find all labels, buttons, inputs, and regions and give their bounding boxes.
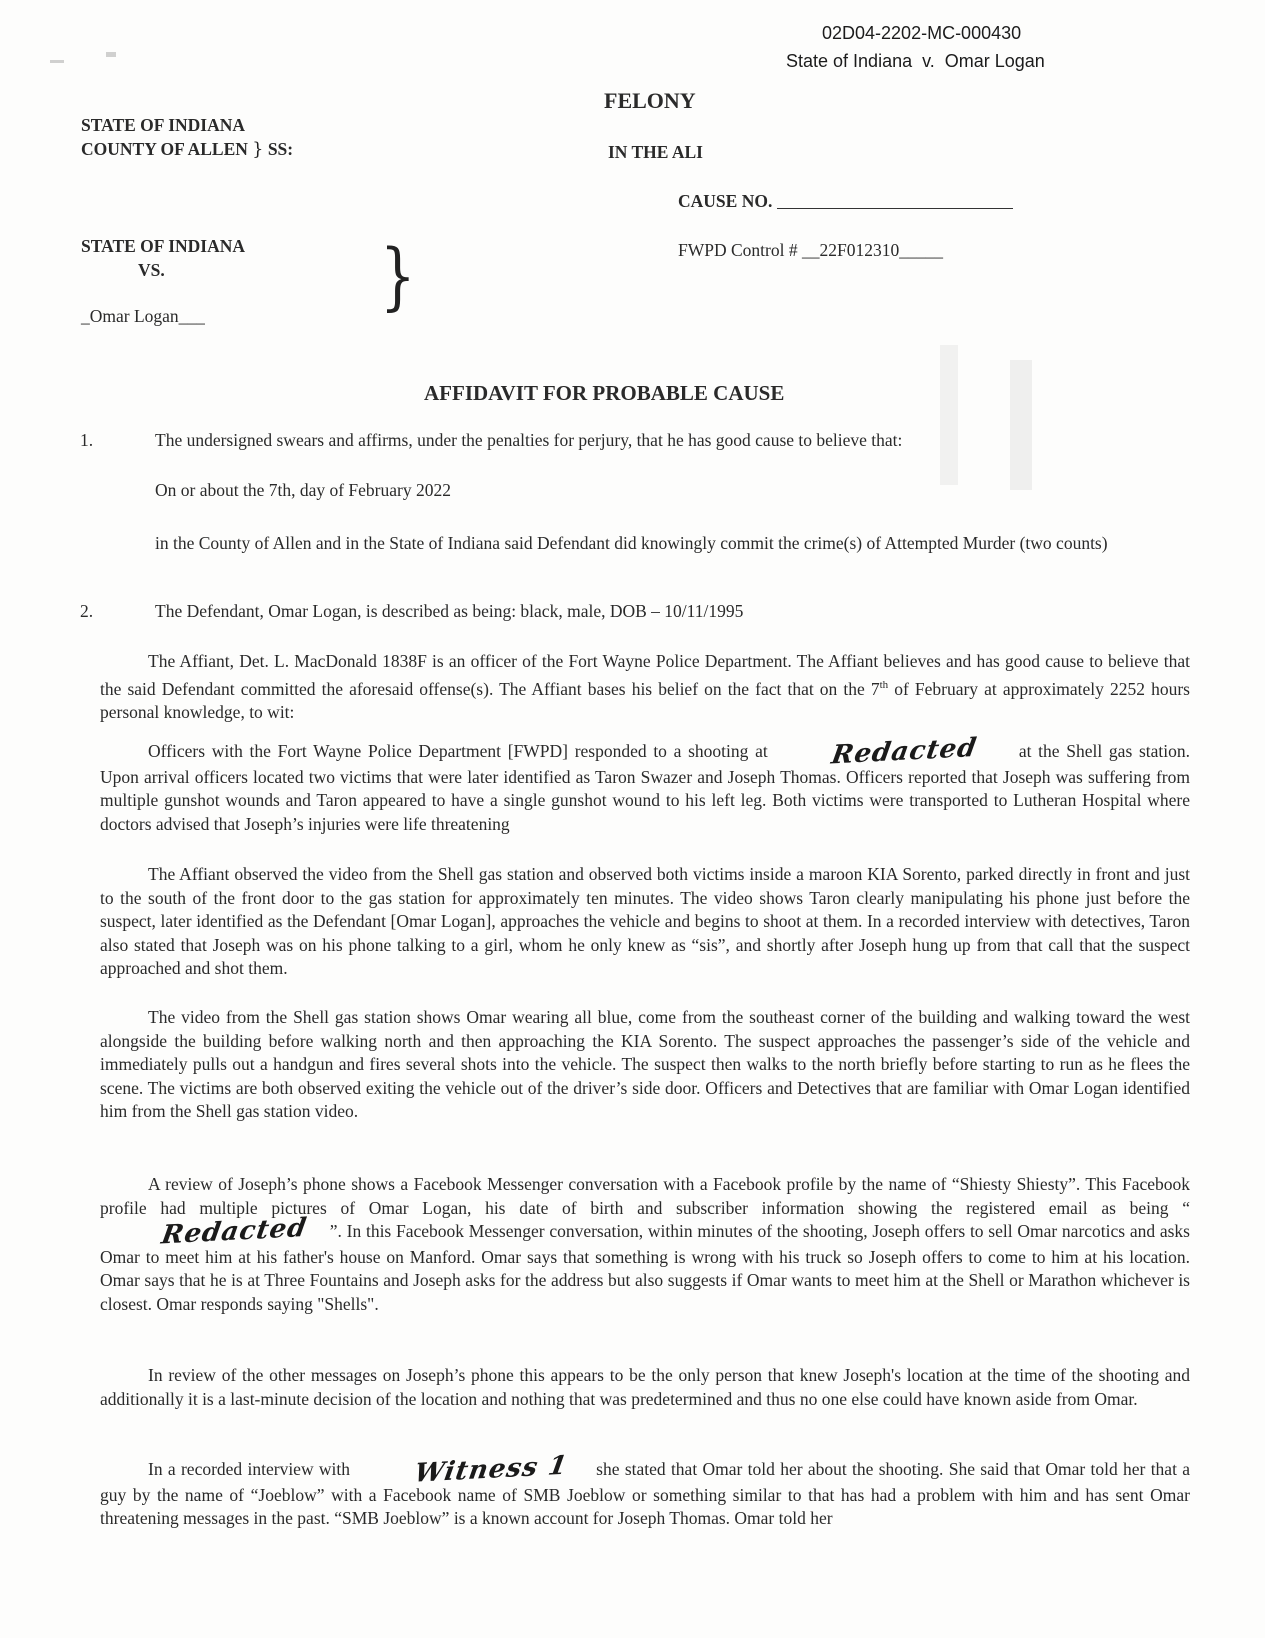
- felony-heading: FELONY: [604, 88, 696, 113]
- section-1-charge: in the County of Allen and in the State of Indiana said Defendant did knowingly commit the crime(s) of Attempted Murder (two counts): [155, 533, 1108, 553]
- ss-mark: SS:: [267, 139, 294, 159]
- scan-speck: [940, 345, 958, 485]
- witness-handwritten: Witness 1: [412, 1450, 571, 1489]
- witness-text-end: she stated that Omar told her about the shooting. She said that Omar told her that a guy by the name of “Joeblow” with a Facebook name of SMB Joeblow or something similar to that has had a problem with him and has sent Omar threatening messages in the past. “SMB Joeblow” is a known account for Joseph Thomas. Omar told her: [100, 1459, 1191, 1528]
- officers-text-start: Officers with the Fort Wayne Police Department [FWPD] responded to a shooting at: [148, 741, 768, 761]
- fwpd-control-number: FWPD Control # __22F012310_____: [678, 240, 943, 260]
- section-1-date: On or about the 7th, day of February 2022: [155, 480, 451, 500]
- scan-speck: [106, 52, 116, 57]
- caption-plaintiff: STATE OF INDIANA: [81, 236, 246, 256]
- cause-no-text: CAUSE NO.: [678, 191, 773, 211]
- video-paragraph-1: The Affiant observed the video from the Shell gas station and observed both victims inside a maroon KIA Sorento, parked directly in front and just to the south of the front door to the gas station for approximately ten minutes. The video shows Taron clearly manipulating his phone just before the suspect, later identified as the Defendant [Omar Logan], approaches the vehicle and begins to shoot at them. In a recorded interview with detectives, Taron also stated that Joseph was on his phone talking to a girl, whom he only knew as “sis”, and shortly after Joseph hung up from that call that the suspect approached and shot them.: [100, 864, 1190, 978]
- phone-text-start: A review of Joseph’s phone shows a Facebook Messenger conversation with a Facebook profile by the name of “Shiesty Shiesty”. This Facebook profile had multiple pictures of Omar Logan, his date of birth and subscriber information showing the registered email as being “: [100, 1174, 1190, 1218]
- county-brace: }: [252, 140, 264, 160]
- section-2-number: 2.: [80, 601, 94, 621]
- redaction-handwritten: Redacted: [159, 1213, 310, 1251]
- state-line: STATE OF INDIANA: [81, 115, 246, 135]
- county-text: COUNTY OF ALLEN: [81, 139, 248, 159]
- affiant-superscript: th: [879, 678, 889, 691]
- cause-no-line: [777, 190, 1013, 209]
- officers-text-end: at the Shell gas station. Upon arrival officers located two victims that were later identified as Taron Swazer and Joseph Thomas. Officers reported that Joseph was suffering from multiple gunshot wounds and Taron appeared to have a single gunshot wound to his left leg. Both victims were transported to Lutheran Hospital where doctors advised that Joseph’s injuries were life threatening: [100, 741, 1190, 834]
- cause-no-label: [678, 190, 1013, 212]
- scan-speck: [50, 60, 64, 63]
- messages-review-paragraph: In review of the other messages on Joseph’s phone this appears to be the only person that knew Joseph's location at the time of the shooting and additionally it is a last-minute decision of the location and nothing that was predetermined and thus no one else could have known aside from Omar.: [100, 1365, 1190, 1409]
- affiant-text-start: The Affiant, Det. L. MacDonald 1838F is an officer of the Fort Wayne Police Department. The Affiant believes and has good cause to believe that the said Defendant committed the aforesaid offense(s). The Affiant bases his belief on the fact that on the 7: [100, 651, 1190, 699]
- affiant-text-end: of February at approximately 2252 hours personal knowledge, to wit:: [100, 678, 1190, 722]
- county-line: [81, 139, 293, 160]
- scan-speck: [1010, 360, 1032, 490]
- caption-vs: VS.: [138, 260, 165, 280]
- document-title: AFFIDAVIT FOR PROBABLE CAUSE: [424, 381, 785, 405]
- case-number-stamp: 02D04-2202-MC-000430: [822, 23, 1022, 43]
- case-parties-stamp: State of Indiana v. Omar Logan: [786, 51, 1045, 71]
- section-1-number: 1.: [80, 430, 94, 450]
- section-1-oath: The undersigned swears and affirms, under the penalties for perjury, that he has good cause to believe that:: [155, 430, 903, 450]
- witness-text-start: In a recorded interview with: [148, 1459, 351, 1479]
- officers-paragraph: [100, 733, 1190, 836]
- caption-brace: }: [380, 234, 416, 320]
- phone-text-end: ”. In this Facebook Messenger conversation, within minutes of the shooting, Joseph offers to sell Omar narcotics and asks Omar to meet him at his father's house on Manford. Omar says that something is wrong with his truck so Joseph offers to come to him at his location. Omar says that he is at Three Fountains and Joseph asks for the address but also suggests if Omar wants to meet him at the Shell or Marathon whichever is closest. Omar responds saying "Shells".: [100, 1221, 1190, 1314]
- court-heading: IN THE ALI: [608, 142, 703, 162]
- phone-review-paragraph: [100, 1173, 1190, 1316]
- affiant-paragraph: [100, 650, 1190, 724]
- redaction-handwritten: Redacted: [829, 733, 980, 771]
- witness-paragraph: [100, 1450, 1191, 1531]
- caption-defendant: _Omar Logan___: [81, 306, 205, 326]
- section-2-description: The Defendant, Omar Logan, is described as being: black, male, DOB – 10/11/1995: [155, 601, 744, 621]
- video-paragraph-2: The video from the Shell gas station shows Omar wearing all blue, come from the southeast corner of the building and walking toward the west alongside the building before walking north and then approaching the KIA Sorento. The suspect approaches the passenger’s side of the vehicle and immediately pulls out a handgun and fires several shots into the vehicle. The suspect then walks to the north briefly before starting to run as he flees the scene. The victims are both observed exiting the vehicle out of the driver’s side door. Officers and Detectives that are familiar with Omar Logan identified him from the Shell gas station video.: [100, 1007, 1190, 1121]
